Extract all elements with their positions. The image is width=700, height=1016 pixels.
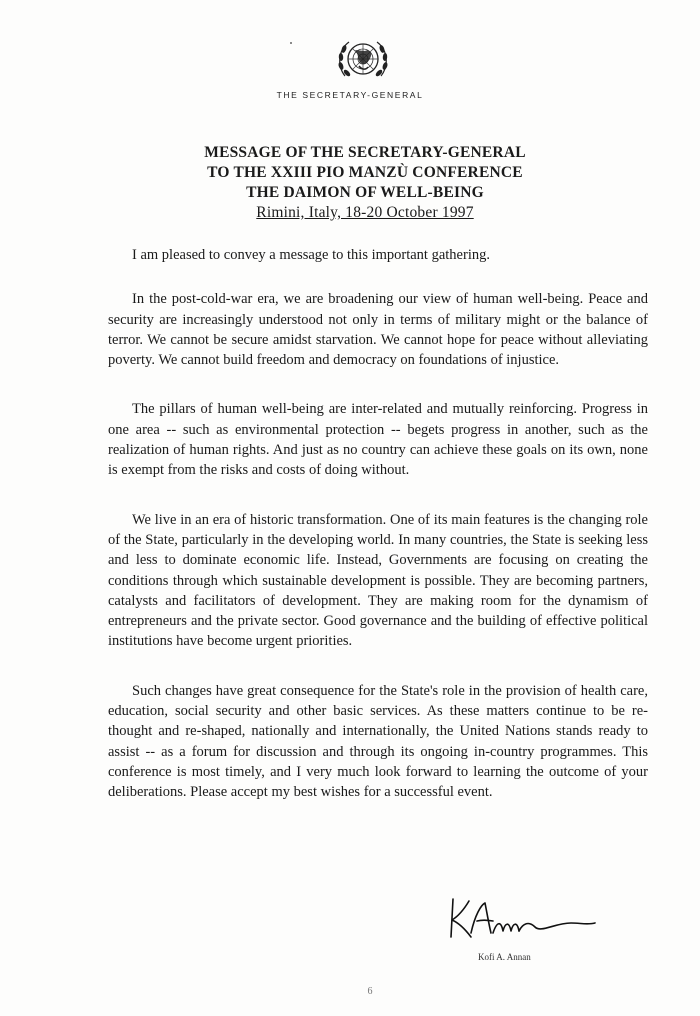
speck — [290, 42, 292, 44]
message-body — [108, 245, 648, 832]
handwritten-signature — [445, 893, 615, 943]
heading-line-2: TO THE XXIII PIO MANZÙ CONFERENCE — [207, 164, 523, 181]
page-number: 6 — [367, 986, 373, 997]
paragraph-2: In the post-cold-war era, we are broadening our view of human well-being. Peace and security are increasingly understood not only in terms of military might or the balance of terror. We cannot be secure amidst starvation. We cannot hope for peace without alleviating poverty. We cannot build freedom and democracy on foundations of injustice. — [108, 291, 648, 369]
paragraph-1: I am pleased to convey a message to this important gathering. — [132, 247, 490, 263]
signer-name: Kofi A. Annan — [478, 952, 531, 962]
un-emblem-icon — [335, 36, 391, 86]
message-heading — [0, 143, 700, 223]
office-title: THE SECRETARY-GENERAL — [276, 90, 424, 100]
heading-line-1: MESSAGE OF THE SECRETARY-GENERAL — [204, 144, 526, 161]
venue-date: Rimini, Italy, 18-20 October 1997 — [256, 204, 474, 221]
paragraph-5: Such changes have great consequence for the State's role in the provision of health care, education, social security and other basic services. As these matters continue to be re-thought and re-shaped, nationally and internationally, the United Nations stands ready to assist -- as a forum for discussion and through its ongoing in-country programmes. This conference is most timely, and I very much look forward to learning the outcome of your deliberations. Please accept my best wishes for a successful event. — [108, 682, 648, 801]
paragraph-4: We live in an era of historic transformation. One of its main features is the changing role of the State, particularly in the developing world. In many countries, the State is seeking less and less to dominate economic life. Instead, Governments are focusing on creating the conditions through which sustainable development is possible. They are becoming partners, catalysts and facilitators of development. They are making room for the dynamism of entrepreneurs and the private sector. Good governance and the building of effective political institutions have become urgent priorities. — [108, 511, 648, 650]
paragraph-3: The pillars of human well-being are inter-related and mutually reinforcing. Progress in one area -- such as environmental protection -- begets progress in another, such as the realization of human rights. And just as no country can achieve these goals on its own, none is exempt from the risks and costs of doing without. — [108, 401, 648, 479]
heading-line-3: THE DAIMON OF WELL-BEING — [246, 184, 484, 201]
